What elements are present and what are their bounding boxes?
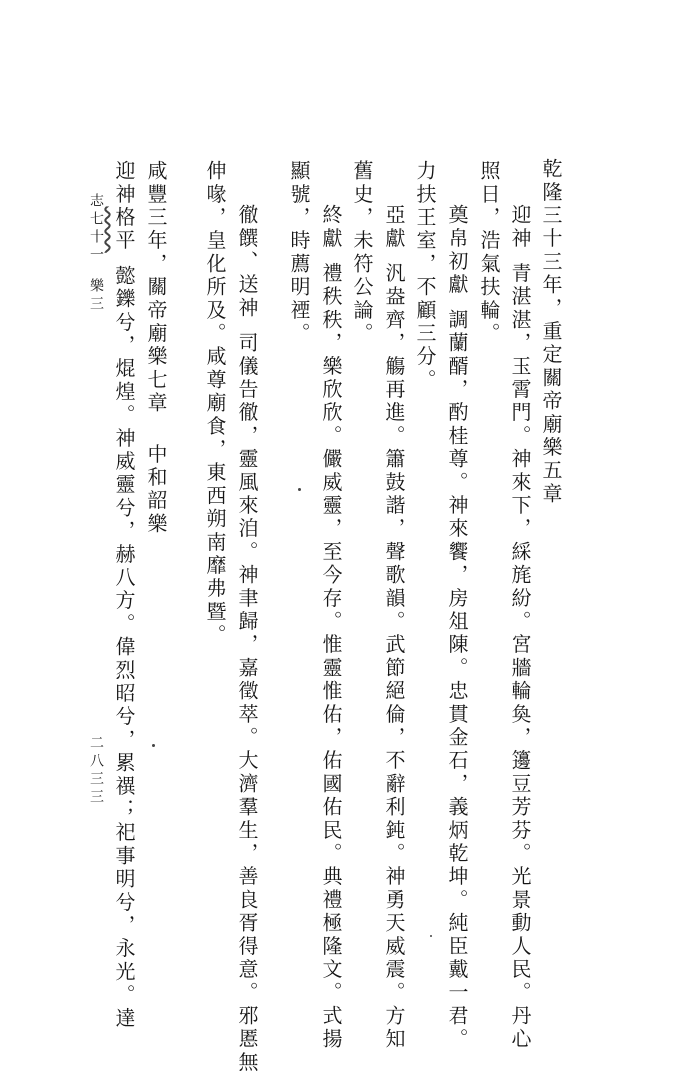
tune-name: 格平 xyxy=(112,206,136,253)
page-number: 二八三三 xyxy=(88,735,104,807)
verse-text: 力扶王室，不顧三分。 xyxy=(413,160,437,392)
verse-text: 懿鑠兮，焜煌。神威靈兮，赫八方。偉烈昭兮，累禩；祀事明兮，永光。達 xyxy=(112,264,136,1031)
verse-text: 舊史，未符公論。 xyxy=(350,160,374,346)
verse-text: 司儀告徹，靈風來洎。神聿歸，嘉徵萃。大濟羣生，善良胥得意。邪慝無 xyxy=(235,332,259,1074)
verse-column-continued xyxy=(476,160,502,346)
verse-text: 照日，浩氣扶輪。 xyxy=(477,160,501,346)
verse-text: 禮秩秩，樂欣欣。儼威靈，至今存。惟靈惟佑，佑國佑民。典禮極隆文。式揚 xyxy=(319,262,343,1052)
verse-column-ying-shen-xianfeng xyxy=(111,160,137,1030)
ink-speck xyxy=(152,744,155,747)
verse-column-chu-xian xyxy=(444,204,470,1051)
section-label: 迎神 xyxy=(112,160,136,207)
ink-speck xyxy=(298,488,301,491)
section-label: 徹饌、送神 xyxy=(235,204,259,320)
verse-column-ying-shen xyxy=(507,204,533,1051)
verse-text: 伸喙，皇化所及。咸尊廟食，東西朔南靡弗暨。 xyxy=(203,160,227,648)
verse-column-continued xyxy=(202,160,228,647)
verse-column-zhong-xian xyxy=(318,204,344,1051)
title-text: 乾隆三十三年，重定關帝廟樂五章 xyxy=(539,158,563,506)
section-label: 終獻 xyxy=(319,204,343,251)
section-label: 亞獻 xyxy=(382,204,406,251)
verse-column-song-shen xyxy=(234,204,260,1074)
subtitle-text: 中和韶樂 xyxy=(144,443,168,537)
verse-column-ya-xian xyxy=(381,204,407,1051)
verse-text: 青湛湛，玉霄門。神來下，綵旄紛。宮牆輪奐，籩豆芳芬。光景動人民。丹心 xyxy=(508,262,532,1052)
ink-speck xyxy=(430,935,432,937)
verse-column-continued xyxy=(286,160,312,346)
section-label: 迎神 xyxy=(508,204,532,251)
section-name: 樂三 xyxy=(88,278,104,314)
chapter-title-qianlong xyxy=(538,158,564,506)
verse-column-continued xyxy=(412,160,438,392)
verse-text: 調蘭醑，酌桂尊。神來饗，房俎陳。忠貫金石，義炳乾坤。純臣戴一君。 xyxy=(445,308,469,1052)
chapter-title-xianfeng xyxy=(143,160,169,536)
verse-column-continued xyxy=(349,160,375,346)
title-text: 咸豐三年，關帝廟樂七章 xyxy=(144,160,168,416)
volume-label: 志七十一 xyxy=(88,193,104,265)
verse-text: 汎盎齊，觴再進。簫鼓諧，聲歌韻。武節絕倫，不辭利鈍。神勇天威震。方知 xyxy=(382,262,406,1052)
section-label: 奠帛初獻 xyxy=(445,204,469,297)
verse-text: 顯號，時薦明禋。 xyxy=(287,160,311,346)
